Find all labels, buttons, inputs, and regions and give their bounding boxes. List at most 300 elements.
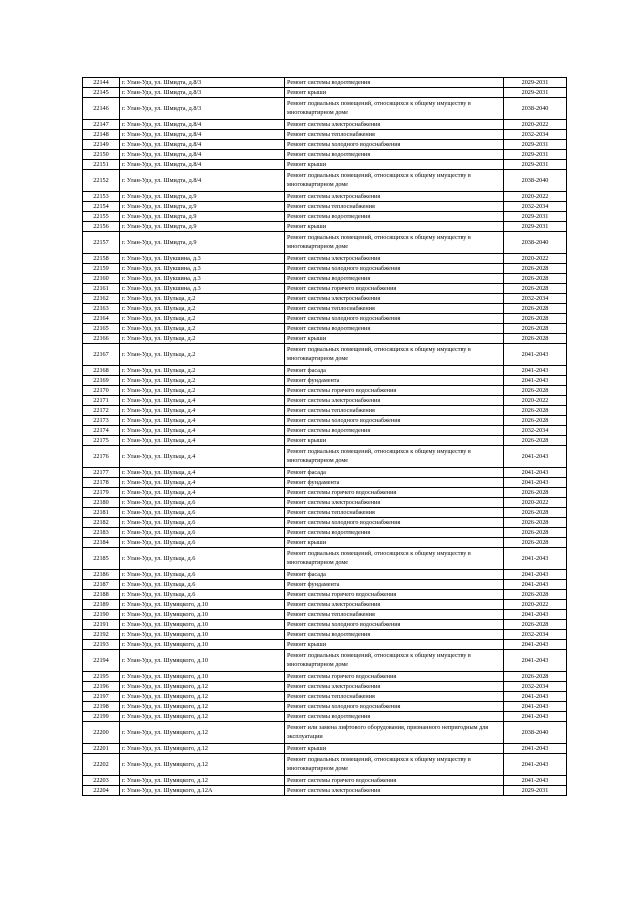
period-cell: 2026-2028 [504,304,567,314]
period-cell: 2020-2022 [504,254,567,264]
address-cell: г. Улан-Удэ, ул. Шмидта, д.8/3 [120,78,285,88]
table-row [83,722,567,744]
table-row [83,314,567,324]
row-number-cell: 22195 [83,672,120,682]
address-cell: г. Улан-Удэ, ул. Шульца, д.4 [120,468,285,478]
row-number-cell: 22183 [83,528,120,538]
period-cell: 2032-2034 [504,426,567,436]
row-number-cell: 22177 [83,468,120,478]
row-number-cell: 22157 [83,232,120,254]
row-number-cell: 22145 [83,88,120,98]
period-cell: 2038-2040 [504,232,567,254]
period-cell: 2020-2022 [504,498,567,508]
period-cell: 2026-2028 [504,386,567,396]
work-type-cell: Ремонт системы водоотведения [285,150,504,160]
table-row [83,416,567,426]
address-cell: г. Улан-Удэ, ул. Шмидта, д.8/3 [120,88,285,98]
period-cell: 2041-2043 [504,692,567,702]
repair-schedule-table [82,77,567,796]
table-row [83,672,567,682]
address-cell: г. Улан-Удэ, ул. Шульца, д.4 [120,406,285,416]
row-number-cell: 22173 [83,416,120,426]
table-row [83,396,567,406]
row-number-cell: 22182 [83,518,120,528]
period-cell: 2041-2043 [504,548,567,570]
address-cell: г. Улан-Удэ, ул. Шмидта, д.9 [120,202,285,212]
work-type-cell: Ремонт крыши [285,640,504,650]
row-number-cell: 22184 [83,538,120,548]
table-row [83,488,567,498]
period-cell: 2020-2022 [504,396,567,406]
address-cell: г. Улан-Удэ, ул. Шмидта, д.8/4 [120,160,285,170]
work-type-cell: Ремонт системы электроснабжения [285,600,504,610]
row-number-cell: 22153 [83,192,120,202]
address-cell: г. Улан-Удэ, ул. Шульца, д.6 [120,538,285,548]
work-type-cell: Ремонт системы водоотведения [285,78,504,88]
address-cell: г. Улан-Удэ, ул. Шмидта, д.9 [120,212,285,222]
row-number-cell: 22168 [83,366,120,376]
document-page [82,77,560,796]
period-cell: 2026-2028 [504,284,567,294]
address-cell: г. Улан-Удэ, ул. Шумяцкого, д.12А [120,786,285,796]
row-number-cell: 22172 [83,406,120,416]
address-cell: г. Улан-Удэ, ул. Шумяцкого, д.10 [120,630,285,640]
row-number-cell: 22155 [83,212,120,222]
row-number-cell: 22149 [83,140,120,150]
work-type-cell: Ремонт системы горячего водоснабжения [285,776,504,786]
work-type-cell: Ремонт подвальных помещений, относящихся к общему имуществу в многоквартирном доме [285,170,504,192]
address-cell: г. Улан-Удэ, ул. Шульца, д.2 [120,304,285,314]
address-cell: г. Улан-Удэ, ул. Шульца, д.2 [120,294,285,304]
period-cell: 2041-2043 [504,712,567,722]
period-cell: 2029-2031 [504,150,567,160]
row-number-cell: 22147 [83,120,120,130]
work-type-cell: Ремонт крыши [285,334,504,344]
work-type-cell: Ремонт системы электроснабжения [285,682,504,692]
address-cell: г. Улан-Удэ, ул. Шульца, д.4 [120,436,285,446]
table-row [83,406,567,416]
row-number-cell: 22181 [83,508,120,518]
work-type-cell: Ремонт крыши [285,538,504,548]
work-type-cell: Ремонт системы теплоснабжения [285,304,504,314]
work-type-cell: Ремонт крыши [285,744,504,754]
row-number-cell: 22193 [83,640,120,650]
address-cell: г. Улан-Удэ, ул. Шульца, д.2 [120,334,285,344]
period-cell: 2032-2034 [504,682,567,692]
work-type-cell: Ремонт системы холодного водоснабжения [285,314,504,324]
table-row [83,376,567,386]
table-row [83,140,567,150]
row-number-cell: 22190 [83,610,120,620]
table-row [83,776,567,786]
table-row [83,436,567,446]
table-row [83,212,567,222]
table-row [83,712,567,722]
row-number-cell: 22148 [83,130,120,140]
work-type-cell: Ремонт системы теплоснабжения [285,130,504,140]
period-cell: 2041-2043 [504,570,567,580]
table-row [83,620,567,630]
work-type-cell: Ремонт системы водоотведения [285,274,504,284]
address-cell: г. Улан-Удэ, ул. Шульца, д.4 [120,416,285,426]
period-cell: 2026-2028 [504,406,567,416]
table-row [83,702,567,712]
work-type-cell: Ремонт подвальных помещений, относящихся к общему имуществу в многоквартирном доме [285,98,504,120]
address-cell: г. Улан-Удэ, ул. Шмидта, д.9 [120,192,285,202]
work-type-cell: Ремонт системы теплоснабжения [285,610,504,620]
row-number-cell: 22189 [83,600,120,610]
work-type-cell: Ремонт системы водоотведения [285,630,504,640]
address-cell: г. Улан-Удэ, ул. Шумяцкого, д.12 [120,702,285,712]
address-cell: г. Улан-Удэ, ул. Шульца, д.6 [120,518,285,528]
period-cell: 2038-2040 [504,98,567,120]
period-cell: 2026-2028 [504,538,567,548]
period-cell: 2041-2043 [504,744,567,754]
work-type-cell: Ремонт системы теплоснабжения [285,508,504,518]
row-number-cell: 22150 [83,150,120,160]
address-cell: г. Улан-Удэ, ул. Шульца, д.2 [120,314,285,324]
table-row [83,202,567,212]
period-cell: 2029-2031 [504,88,567,98]
address-cell: г. Улан-Удэ, ул. Шульца, д.6 [120,580,285,590]
address-cell: г. Улан-Удэ, ул. Шумяцкого, д.12 [120,744,285,754]
period-cell: 2038-2040 [504,170,567,192]
work-type-cell: Ремонт системы холодного водоснабжения [285,140,504,150]
table-row [83,222,567,232]
work-type-cell: Ремонт подвальных помещений, относящихся к общему имуществу в многоквартирном доме [285,446,504,468]
address-cell: г. Улан-Удэ, ул. Шумяцкого, д.10 [120,650,285,672]
work-type-cell: Ремонт системы электроснабжения [285,254,504,264]
table-row [83,744,567,754]
period-cell: 2020-2022 [504,120,567,130]
period-cell: 2041-2043 [504,580,567,590]
work-type-cell: Ремонт крыши [285,222,504,232]
table-row [83,468,567,478]
period-cell: 2026-2028 [504,528,567,538]
table-row [83,274,567,284]
address-cell: г. Улан-Удэ, ул. Шумяцкого, д.12 [120,754,285,776]
row-number-cell: 22161 [83,284,120,294]
work-type-cell: Ремонт системы теплоснабжения [285,692,504,702]
period-cell: 2026-2028 [504,314,567,324]
period-cell: 2026-2028 [504,590,567,600]
work-type-cell: Ремонт системы водоотведения [285,528,504,538]
address-cell: г. Улан-Удэ, ул. Шульца, д.6 [120,498,285,508]
row-number-cell: 22179 [83,488,120,498]
period-cell: 2026-2028 [504,508,567,518]
table-row [83,130,567,140]
work-type-cell: Ремонт системы горячего водоснабжения [285,284,504,294]
table-row [83,498,567,508]
row-number-cell: 22187 [83,580,120,590]
period-cell: 2032-2034 [504,130,567,140]
address-cell: г. Улан-Удэ, ул. Шумяцкого, д.12 [120,722,285,744]
address-cell: г. Улан-Удэ, ул. Шумяцкого, д.12 [120,692,285,702]
row-number-cell: 22146 [83,98,120,120]
address-cell: г. Улан-Удэ, ул. Шумяцкого, д.12 [120,682,285,692]
work-type-cell: Ремонт системы горячего водоснабжения [285,386,504,396]
period-cell: 2026-2028 [504,274,567,284]
row-number-cell: 22167 [83,344,120,366]
row-number-cell: 22180 [83,498,120,508]
work-type-cell: Ремонт системы водоотведения [285,426,504,436]
work-type-cell: Ремонт системы холодного водоснабжения [285,518,504,528]
address-cell: г. Улан-Удэ, ул. Шульца, д.2 [120,344,285,366]
work-type-cell: Ремонт системы горячего водоснабжения [285,672,504,682]
work-type-cell: Ремонт системы холодного водоснабжения [285,702,504,712]
period-cell: 2032-2034 [504,202,567,212]
address-cell: г. Улан-Удэ, ул. Шульца, д.2 [120,324,285,334]
table-row [83,650,567,672]
work-type-cell: Ремонт подвальных помещений, относящихся к общему имуществу в многоквартирном доме [285,548,504,570]
row-number-cell: 22201 [83,744,120,754]
table-row [83,334,567,344]
table-row [83,170,567,192]
period-cell: 2041-2043 [504,610,567,620]
period-cell: 2041-2043 [504,468,567,478]
address-cell: г. Улан-Удэ, ул. Шульца, д.4 [120,396,285,406]
address-cell: г. Улан-Удэ, ул. Шукшина, д.3 [120,254,285,264]
work-type-cell: Ремонт системы электроснабжения [285,192,504,202]
row-number-cell: 22144 [83,78,120,88]
row-number-cell: 22175 [83,436,120,446]
table-row [83,344,567,366]
row-number-cell: 22199 [83,712,120,722]
row-number-cell: 22166 [83,334,120,344]
work-type-cell: Ремонт фундамента [285,376,504,386]
row-number-cell: 22162 [83,294,120,304]
work-type-cell: Ремонт подвальных помещений, относящихся к общему имуществу в многоквартирном доме [285,650,504,672]
work-type-cell: Ремонт системы холодного водоснабжения [285,620,504,630]
address-cell: г. Улан-Удэ, ул. Шумяцкого, д.12 [120,776,285,786]
work-type-cell: Ремонт системы водоотведения [285,212,504,222]
address-cell: г. Улан-Удэ, ул. Шумяцкого, д.12 [120,712,285,722]
work-type-cell: Ремонт системы теплоснабжения [285,406,504,416]
address-cell: г. Улан-Удэ, ул. Шмидта, д.8/4 [120,170,285,192]
period-cell: 2041-2043 [504,640,567,650]
row-number-cell: 22163 [83,304,120,314]
row-number-cell: 22185 [83,548,120,570]
period-cell: 2041-2043 [504,776,567,786]
row-number-cell: 22165 [83,324,120,334]
address-cell: г. Улан-Удэ, ул. Шульца, д.6 [120,528,285,538]
work-type-cell: Ремонт крыши [285,160,504,170]
address-cell: г. Улан-Удэ, ул. Шульца, д.4 [120,446,285,468]
row-number-cell: 22196 [83,682,120,692]
address-cell: г. Улан-Удэ, ул. Шмидта, д.8/4 [120,150,285,160]
address-cell: г. Улан-Удэ, ул. Шумяцкого, д.10 [120,672,285,682]
period-cell: 2041-2043 [504,344,567,366]
row-number-cell: 22158 [83,254,120,264]
period-cell: 2041-2043 [504,478,567,488]
period-cell: 2026-2028 [504,672,567,682]
table-row [83,324,567,334]
address-cell: г. Улан-Удэ, ул. Шумяцкого, д.10 [120,640,285,650]
table-row [83,570,567,580]
period-cell: 2026-2028 [504,488,567,498]
work-type-cell: Ремонт фасада [285,570,504,580]
period-cell: 2032-2034 [504,294,567,304]
work-type-cell: Ремонт крыши [285,436,504,446]
table-row [83,192,567,202]
table-row [83,610,567,620]
address-cell: г. Улан-Удэ, ул. Шукшина, д.3 [120,274,285,284]
work-type-cell: Ремонт фасада [285,468,504,478]
row-number-cell: 22169 [83,376,120,386]
work-type-cell: Ремонт системы электроснабжения [285,294,504,304]
row-number-cell: 22178 [83,478,120,488]
work-type-cell: Ремонт подвальных помещений, относящихся к общему имуществу в многоквартирном доме [285,754,504,776]
table-row [83,366,567,376]
table-row [83,254,567,264]
table-row [83,508,567,518]
work-type-cell: Ремонт системы электроснабжения [285,786,504,796]
row-number-cell: 22152 [83,170,120,192]
period-cell: 2041-2043 [504,650,567,672]
table-row [83,528,567,538]
table-row [83,538,567,548]
row-number-cell: 22204 [83,786,120,796]
row-number-cell: 22203 [83,776,120,786]
work-type-cell: Ремонт системы водоотведения [285,712,504,722]
table-row [83,446,567,468]
row-number-cell: 22194 [83,650,120,672]
address-cell: г. Улан-Удэ, ул. Шульца, д.2 [120,386,285,396]
address-cell: г. Улан-Удэ, ул. Шумяцкого, д.10 [120,600,285,610]
work-type-cell: Ремонт крыши [285,88,504,98]
row-number-cell: 22151 [83,160,120,170]
period-cell: 2029-2031 [504,78,567,88]
period-cell: 2020-2022 [504,192,567,202]
work-type-cell: Ремонт системы горячего водоснабжения [285,590,504,600]
table-row [83,548,567,570]
period-cell: 2041-2043 [504,446,567,468]
table-row [83,786,567,796]
table-row [83,518,567,528]
table-row [83,304,567,314]
work-type-cell: Ремонт системы холодного водоснабжения [285,264,504,274]
row-number-cell: 22198 [83,702,120,712]
row-number-cell: 22174 [83,426,120,436]
work-type-cell: Ремонт системы горячего водоснабжения [285,488,504,498]
row-number-cell: 22191 [83,620,120,630]
address-cell: г. Улан-Удэ, ул. Шумяцкого, д.10 [120,610,285,620]
period-cell: 2026-2028 [504,264,567,274]
row-number-cell: 22156 [83,222,120,232]
period-cell: 2029-2031 [504,786,567,796]
table-row [83,232,567,254]
work-type-cell: Ремонт системы электроснабжения [285,498,504,508]
table-body [83,78,567,796]
work-type-cell: Ремонт подвальных помещений, относящихся к общему имуществу в многоквартирном доме [285,232,504,254]
row-number-cell: 22197 [83,692,120,702]
address-cell: г. Улан-Удэ, ул. Шульца, д.4 [120,478,285,488]
period-cell: 2029-2031 [504,222,567,232]
period-cell: 2026-2028 [504,416,567,426]
period-cell: 2032-2034 [504,630,567,640]
work-type-cell: Ремонт системы водоотведения [285,324,504,334]
row-number-cell: 22154 [83,202,120,212]
address-cell: г. Улан-Удэ, ул. Шумяцкого, д.10 [120,620,285,630]
period-cell: 2041-2043 [504,754,567,776]
work-type-cell: Ремонт или замена лифтового оборудования, признанного непригодным для эксплуатации [285,722,504,744]
address-cell: г. Улан-Удэ, ул. Шульца, д.2 [120,376,285,386]
address-cell: г. Улан-Удэ, ул. Шмидта, д.8/4 [120,120,285,130]
work-type-cell: Ремонт системы холодного водоснабжения [285,416,504,426]
row-number-cell: 22164 [83,314,120,324]
period-cell: 2026-2028 [504,334,567,344]
table-row [83,692,567,702]
work-type-cell: Ремонт фундамента [285,580,504,590]
table-row [83,78,567,88]
row-number-cell: 22192 [83,630,120,640]
table-row [83,600,567,610]
table-row [83,640,567,650]
period-cell: 2026-2028 [504,436,567,446]
address-cell: г. Улан-Удэ, ул. Шукшина, д.3 [120,264,285,274]
work-type-cell: Ремонт подвальных помещений, относящихся к общему имуществу в многоквартирном доме [285,344,504,366]
row-number-cell: 22188 [83,590,120,600]
address-cell: г. Улан-Удэ, ул. Шульца, д.6 [120,590,285,600]
row-number-cell: 22186 [83,570,120,580]
period-cell: 2038-2040 [504,722,567,744]
address-cell: г. Улан-Удэ, ул. Шмидта, д.9 [120,232,285,254]
address-cell: г. Улан-Удэ, ул. Шмидта, д.8/3 [120,98,285,120]
row-number-cell: 22202 [83,754,120,776]
work-type-cell: Ремонт фундамента [285,478,504,488]
address-cell: г. Улан-Удэ, ул. Шмидта, д.8/4 [120,130,285,140]
table-row [83,386,567,396]
address-cell: г. Улан-Удэ, ул. Шукшина, д.3 [120,284,285,294]
table-row [83,682,567,692]
period-cell: 2020-2022 [504,600,567,610]
table-row [83,426,567,436]
address-cell: г. Улан-Удэ, ул. Шульца, д.6 [120,570,285,580]
table-row [83,160,567,170]
period-cell: 2029-2031 [504,212,567,222]
table-row [83,478,567,488]
address-cell: г. Улан-Удэ, ул. Шмидта, д.8/4 [120,140,285,150]
period-cell: 2029-2031 [504,160,567,170]
table-row [83,590,567,600]
period-cell: 2026-2028 [504,518,567,528]
address-cell: г. Улан-Удэ, ул. Шульца, д.2 [120,366,285,376]
period-cell: 2026-2028 [504,324,567,334]
work-type-cell: Ремонт системы электроснабжения [285,120,504,130]
address-cell: г. Улан-Удэ, ул. Шмидта, д.9 [120,222,285,232]
table-row [83,120,567,130]
address-cell: г. Улан-Удэ, ул. Шульца, д.4 [120,488,285,498]
row-number-cell: 22200 [83,722,120,744]
row-number-cell: 22160 [83,274,120,284]
period-cell: 2029-2031 [504,140,567,150]
table-row [83,630,567,640]
row-number-cell: 22171 [83,396,120,406]
table-row [83,580,567,590]
row-number-cell: 22159 [83,264,120,274]
period-cell: 2041-2043 [504,376,567,386]
period-cell: 2041-2043 [504,702,567,712]
address-cell: г. Улан-Удэ, ул. Шульца, д.4 [120,426,285,436]
table-row [83,150,567,160]
address-cell: г. Улан-Удэ, ул. Шульца, д.6 [120,548,285,570]
row-number-cell: 22170 [83,386,120,396]
period-cell: 2026-2028 [504,620,567,630]
work-type-cell: Ремонт системы теплоснабжения [285,202,504,212]
table-row [83,88,567,98]
row-number-cell: 22176 [83,446,120,468]
table-row [83,284,567,294]
